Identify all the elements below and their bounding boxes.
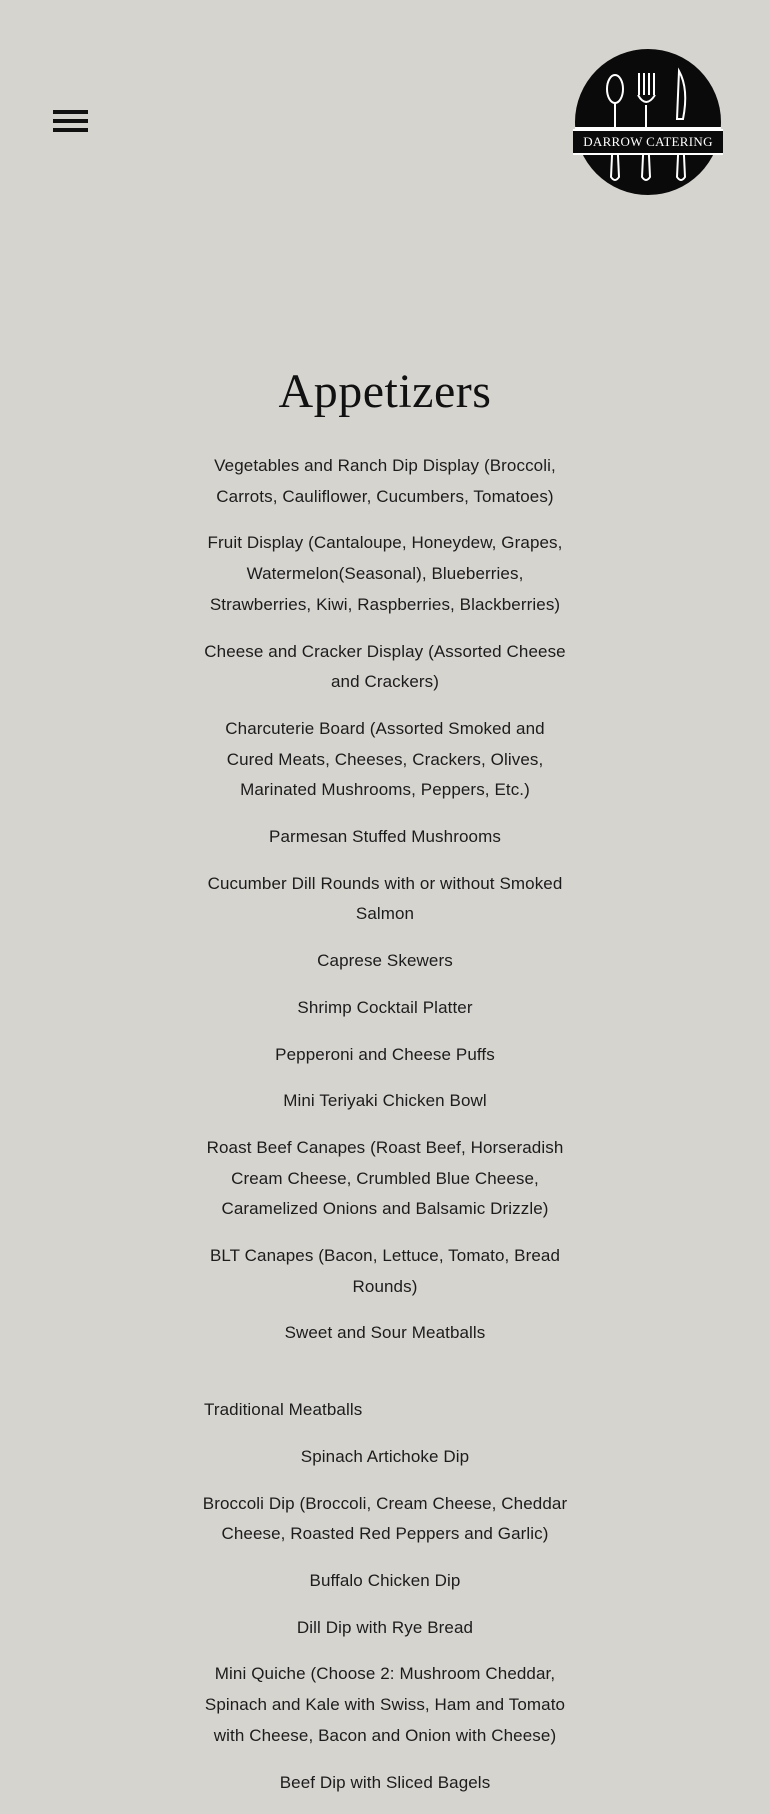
logo-banner	[573, 129, 723, 155]
list-item: Shrimp Cocktail Platter	[297, 997, 473, 1017]
menu-bar	[53, 110, 88, 114]
list-item: Caprese Skewers	[317, 951, 453, 971]
list-item: Vegetables and Ranch Dip Display (Broccoli, Carrots, Cauliflower, Cucumbers, Tomatoes)	[214, 456, 556, 506]
list-item: Pepperoni and Cheese Puffs	[275, 1044, 495, 1064]
list-item: Cheese and Cracker Display (Assorted Cheese and Crackers)	[204, 641, 566, 692]
darrow-catering-logo[interactable]	[575, 49, 721, 195]
list-item: Mini Teriyaki Chicken Bowl	[283, 1091, 487, 1111]
list-item: Broccoli Dip (Broccoli, Cream Cheese, Cheddar Cheese, Roasted Red Peppers and Garlic)	[202, 1493, 568, 1544]
list-item: Spinach Artichoke Dip	[300, 1446, 470, 1466]
list-item: Beef Dip with Sliced Bagels	[279, 1772, 491, 1792]
list-item: Mini Quiche (Choose 2: Mushroom Cheddar, Spinach and Kale with Swiss, Ham and Tomato with Cheese, Bacon and Onion with Cheese)	[204, 1664, 566, 1745]
menu-bar	[53, 119, 88, 123]
menu-bar	[53, 128, 88, 132]
list-item: Sweet and Sour Meatballs	[284, 1323, 486, 1343]
list-item: Buffalo Chicken Dip	[309, 1570, 461, 1590]
list-item: Dill Dip with Rye Bread	[296, 1617, 474, 1637]
list-item: Charcuterie Board (Assorted Smoked and Cured Meats, Cheeses, Crackers, Olives, Marinated Mushrooms, Peppers, Etc.)	[225, 718, 545, 800]
logo-graphic	[575, 49, 721, 195]
list-item: Traditional Meatballs	[204, 1400, 363, 1420]
logo-text: DARROW CATERING	[583, 134, 713, 149]
list-item: Parmesan Stuffed Mushrooms	[269, 827, 501, 847]
list-item: Fruit Display (Cantaloupe, Honeydew, Grapes, Watermelon(Seasonal), Blueberries, Strawberries, Kiwi, Raspberries, Blackberries)	[207, 533, 563, 614]
list-item: BLT Canapes (Bacon, Lettuce, Tomato, Bread Rounds)	[209, 1246, 561, 1296]
list-item: Cucumber Dill Rounds with or without Smoked Salmon	[207, 873, 563, 924]
list-item: Roast Beef Canapes (Roast Beef, Horseradish Cream Cheese, Crumbled Blue Cheese, Caramelized Onions and Balsamic Drizzle)	[206, 1137, 564, 1219]
hamburger-menu-icon[interactable]	[53, 108, 88, 134]
appetizer-list	[200, 451, 570, 1814]
section-title: Appetizers	[278, 365, 492, 418]
